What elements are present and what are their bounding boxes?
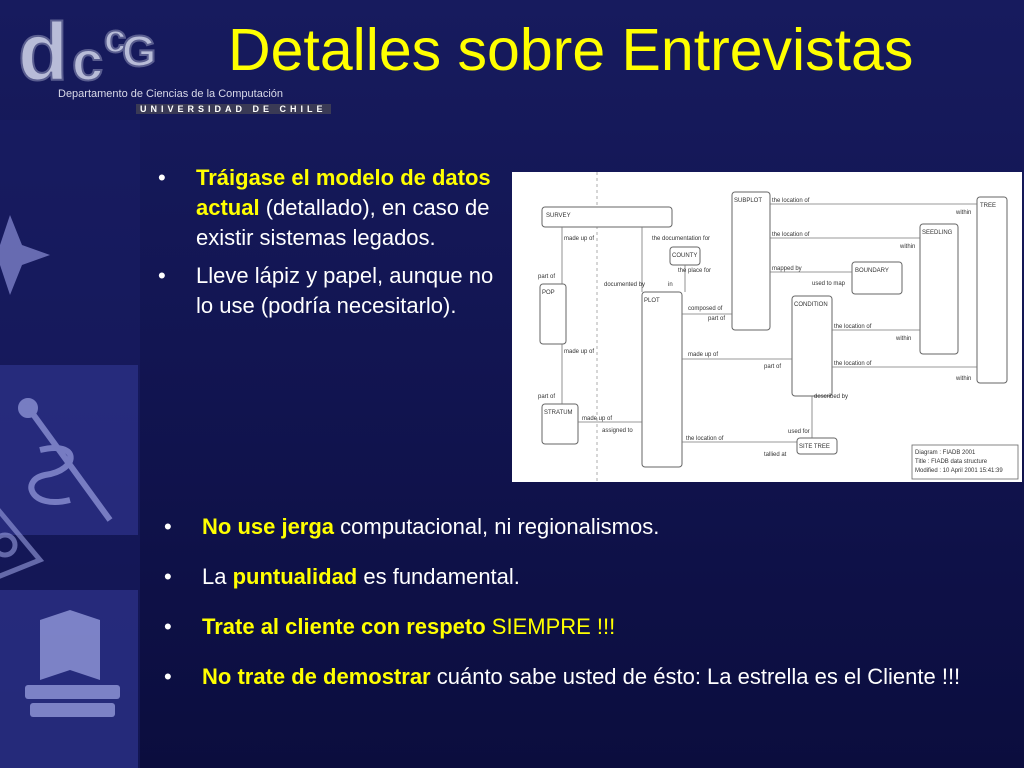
- entity-condition: [792, 296, 832, 396]
- list-item: • La puntualidad es fundamental.: [158, 562, 1018, 592]
- list-item: • Tráigase el modelo de datos actual (detallado), en caso de existir sistemas legados.: [152, 163, 502, 253]
- entity-label: SURVEY: [546, 213, 571, 219]
- entity-label: BOUNDARY: [855, 268, 889, 274]
- relation-label: mapped by: [772, 266, 802, 272]
- entity-label: COUNTY: [672, 253, 698, 259]
- relation-label: in: [668, 282, 673, 288]
- relation-label: within: [896, 336, 912, 342]
- svg-text:c: c: [104, 17, 127, 61]
- svg-text:G: G: [122, 27, 157, 76]
- relation-label: part of: [708, 316, 726, 322]
- relation-label: within: [956, 376, 972, 382]
- relation-label: described by: [814, 394, 849, 400]
- relation-label: the location of: [834, 324, 872, 330]
- relation-label: used to map: [812, 281, 846, 287]
- list-item: • Trate al cliente con respeto SIEMPRE !!!: [158, 612, 1018, 642]
- relation-label: made up of: [688, 352, 719, 358]
- relation-label: made up of: [564, 349, 595, 355]
- data-model-diagram: [512, 172, 1022, 482]
- top-bullet-list: [152, 163, 502, 321]
- entity-label: SEEDLING: [922, 230, 953, 236]
- relation-label: part of: [538, 394, 556, 400]
- relation-label: the location of: [772, 232, 810, 238]
- diagram-caption-line: Diagram : FIADB 2001: [915, 450, 976, 456]
- relation-label: made up of: [582, 416, 613, 422]
- relation-label: the location of: [686, 436, 724, 442]
- relation-label: the documentation for: [652, 236, 711, 242]
- relation-label: documented by: [604, 282, 646, 288]
- relation-label: made up of: [564, 236, 595, 242]
- entity-plot: [642, 292, 682, 467]
- svg-text:d: d: [18, 8, 69, 88]
- entity-boundary: [852, 262, 902, 294]
- relation-label: assigned to: [602, 428, 633, 434]
- entity-label: SITE TREE: [799, 444, 830, 450]
- relation-label: composed of: [688, 306, 723, 312]
- relation-label: part of: [764, 364, 782, 370]
- relation-label: within: [956, 210, 972, 216]
- page-title: Detalles sobre Entrevistas: [228, 17, 914, 83]
- list-item: • No trate de demostrar cuánto sabe usted de ésto: La estrella es el Cliente !!!: [158, 662, 1018, 692]
- entity-seedling: [920, 224, 958, 354]
- entity-label: POP: [542, 290, 555, 296]
- relation-label: used for: [788, 429, 810, 435]
- entity-label: CONDITION: [794, 302, 828, 308]
- entity-label: TREE: [980, 203, 997, 209]
- entity-label: STRATUM: [544, 410, 573, 416]
- relation-label: tallied at: [764, 452, 787, 458]
- university-name: UNIVERSIDAD DE CHILE: [136, 104, 331, 114]
- entity-label: PLOT: [644, 298, 660, 304]
- diagram-caption-line: Modified : 10 April 2001 15:41:39: [915, 468, 1003, 474]
- diagram-caption-line: Title : FIADB data structure: [915, 459, 988, 465]
- bottom-bullet-list: [158, 512, 1018, 712]
- relation-label: within: [900, 244, 916, 250]
- entity-label: SUBPLOT: [734, 198, 763, 204]
- list-item: • Lleve lápiz y papel, aunque no lo use (podría necesitarlo).: [152, 261, 502, 321]
- entity-tree: [977, 197, 1007, 383]
- decorative-icons-strip: [0, 120, 140, 768]
- list-item: • No use jerga computacional, ni regionalismos.: [158, 512, 1018, 542]
- department-name: Departamento de Ciencias de la Computación: [58, 88, 284, 100]
- svg-text:c: c: [72, 29, 104, 88]
- relation-label: the place for: [678, 268, 712, 274]
- entity-subplot: [732, 192, 770, 330]
- relation-label: part of: [538, 274, 556, 280]
- relation-label: the location of: [834, 361, 872, 367]
- relation-label: the location of: [772, 198, 810, 204]
